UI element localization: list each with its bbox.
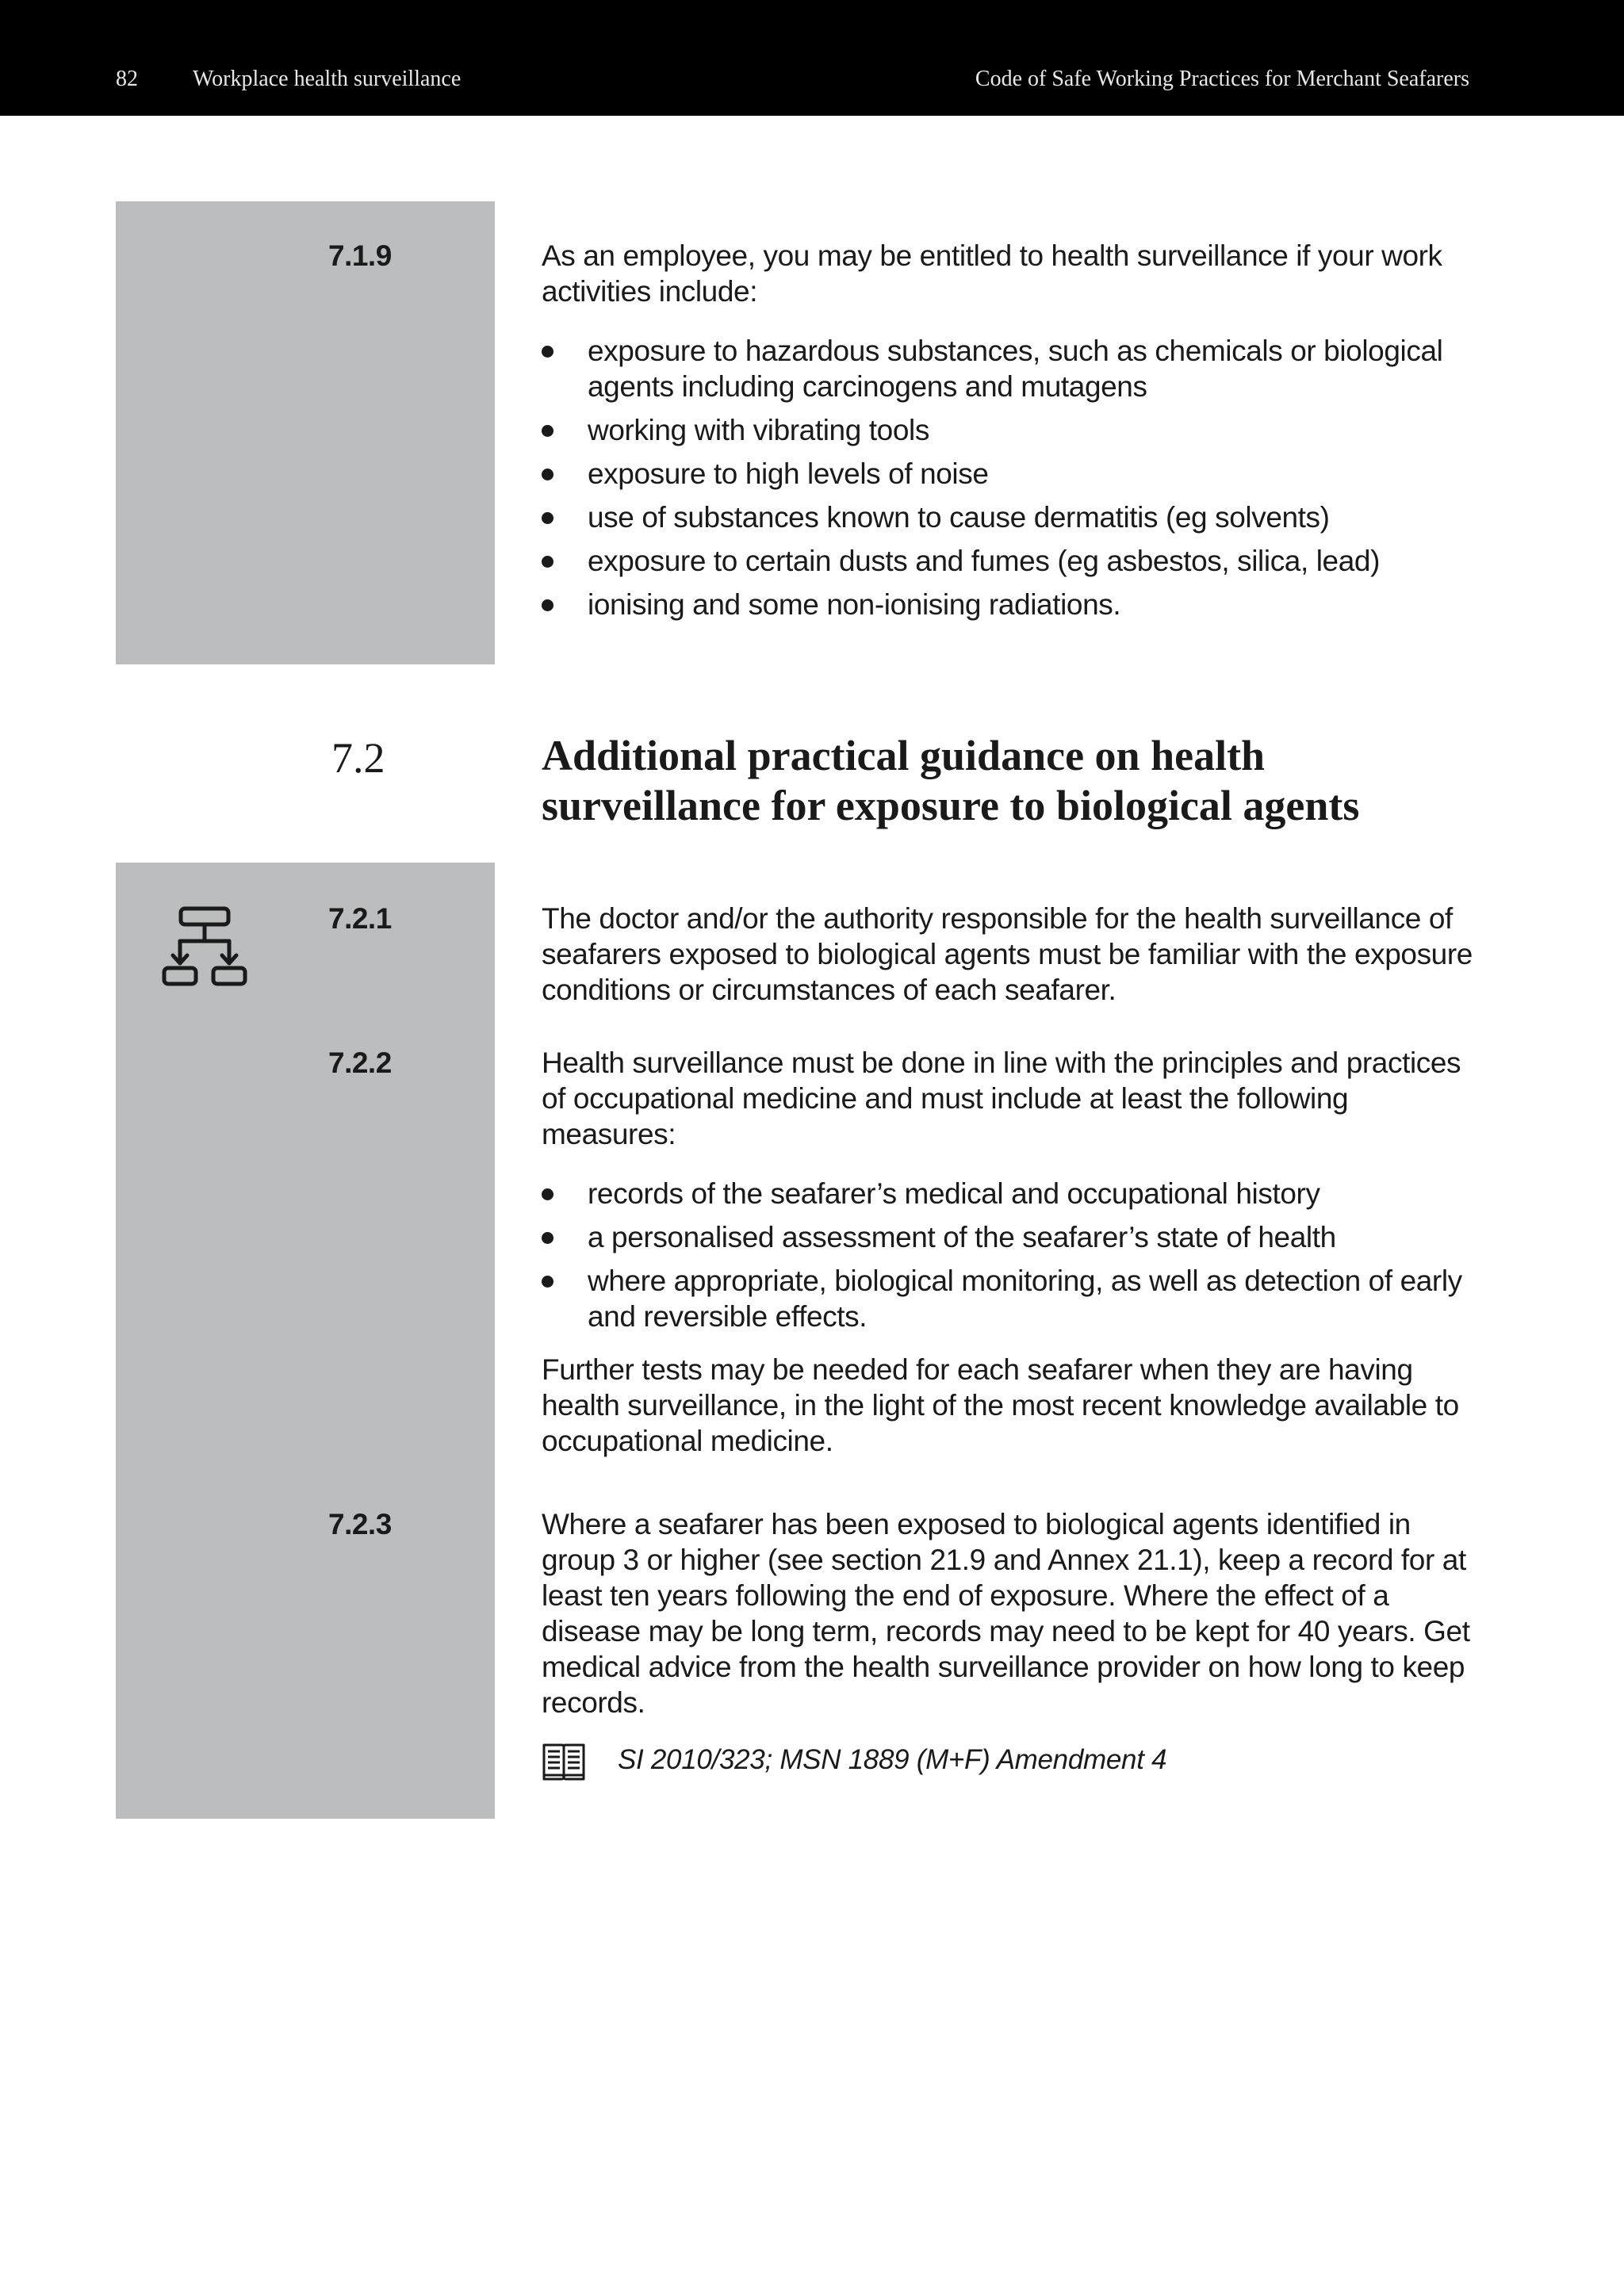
list-item: records of the seafarer’s medical and occupational history [542,1176,1473,1211]
page-header [0,0,1624,116]
clause-further-text: Further tests may be needed for each seafarer when they are having health surveillance, in the light of the most recent knowledge available to occupational medicine. [542,1353,1459,1457]
list-item: ionising and some non-ionising radiations. [542,587,1473,622]
list-item: where appropriate, biological monitoring, as well as detection of early and reversible effects. [542,1263,1473,1334]
clause-intro: As an employee, you may be entitled to health surveillance if your work activities include: [542,239,1442,308]
clause-text: The doctor and/or the authority responsible for the health surveillance of seafarers exposed to biological agents must be familiar with the exposure conditions or circumstances of each seafarer. [542,902,1473,1006]
clause-intro: Health surveillance must be done in line with the principles and practices of occupational medicine and must include at least the following measures: [542,1047,1461,1150]
list-item: a personalised assessment of the seafarer’s state of health [542,1219,1473,1255]
flowchart-icon [161,906,248,993]
bullet-list [542,333,1473,622]
reference-text: SI 2010/323; MSN 1889 (M+F) Amendment 4 [618,1744,1167,1775]
book-icon [542,1741,586,1782]
bullet-list [542,1176,1473,1334]
list-item: exposure to high levels of noise [542,456,1473,492]
clause-number-7-2-1: 7.2.1 [328,902,392,935]
clause-7-2-2 [542,1045,1473,1459]
margin-panel-7-2 [116,863,495,1819]
clause-7-1-9 [542,238,1473,630]
clause-number-7-1-9: 7.1.9 [328,239,392,272]
clause-number-7-2-2: 7.2.2 [328,1047,392,1079]
list-item: exposure to hazardous substances, such as chemicals or biological agents including carcinogens and mutagens [542,333,1473,404]
section-title: Additional practical guidance on health surveillance for exposure to biological agents [542,732,1360,829]
page-number: 82 [116,67,138,91]
list-item: exposure to certain dusts and fumes (eg asbestos, silica, lead) [542,543,1473,579]
clause-number-7-2-3: 7.2.3 [328,1508,392,1540]
list-item: use of substances known to cause dermatitis (eg solvents) [542,499,1473,535]
clause-7-2-3 [542,1506,1473,1720]
clause-text: Where a seafarer has been exposed to biological agents identified in group 3 or higher (see section 21.9 and Annex 21.1), keep a record for at least ten years following the end of exposure. Where the effect of a disease may be long term, records may need to be kept for 40 years. Get medical advice from the health surveillance provider on how long to keep records. [542,1508,1470,1719]
list-item: working with vibrating tools [542,412,1473,448]
chapter-title: Workplace health surveillance [193,67,462,91]
clause-7-2-1 [542,901,1473,1008]
book-title: Code of Safe Working Practices for Merchant Seafarers [975,67,1469,91]
section-number: 7.2 [331,734,385,782]
legal-reference [542,1741,1473,1785]
